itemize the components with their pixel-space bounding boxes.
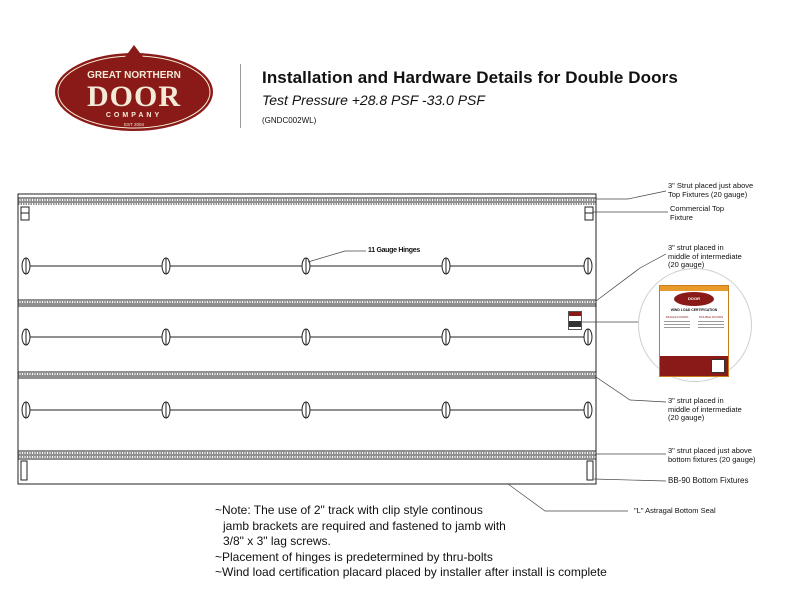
logo-line-1: GREAT NORTHERN: [87, 70, 181, 81]
bottom-fixture-right: [587, 461, 593, 480]
callout-bottom-seal: "L" Astragal Bottom Seal: [634, 506, 716, 515]
note-line: ~Note: The use of 2" track with clip style continous: [215, 503, 483, 517]
note-line: 3/8" x 3" lag screws.: [223, 534, 331, 548]
placard-title: WIND LOAD CERTIFICATION: [670, 308, 718, 312]
callout-hinges: 11 Gauge Hinges: [368, 247, 420, 254]
callout-commercial-top: Commercial Top Fixture: [670, 204, 725, 222]
logo-line-3: COMPANY: [105, 112, 163, 119]
bottom-strut: [18, 451, 596, 459]
placard-detail: [638, 268, 752, 382]
bottom-fixture-left: [21, 461, 27, 480]
leader-mid-strut-2: [596, 377, 666, 402]
callout-top-strut: 3" Strut placed just above Top Fixtures (20 gauge): [668, 181, 754, 199]
leader-hinges: [308, 251, 345, 262]
callout-mid-strut-2: 3" strut placed in middle of intermediate (20 gauge): [668, 396, 742, 423]
installation-notes: [215, 503, 607, 581]
leader-bottom-fixtures: [594, 479, 666, 481]
door-placard-marker: [568, 311, 582, 330]
qr-code-icon: [711, 359, 725, 373]
logo-line-2: DOOR: [87, 80, 181, 113]
placard-col-2: DOUBLE DOORS: [698, 315, 724, 319]
callout-bottom-fixtures: BB-90 Bottom Fixtures: [668, 476, 749, 485]
page-title: Installation and Hardware Details for Double Doors: [262, 68, 678, 87]
document-code: (GNDC002WL): [262, 116, 317, 125]
callout-mid-strut-1: 3" strut placed in middle of intermediate (20 gauge): [668, 243, 742, 270]
wind-load-placard: [659, 285, 729, 377]
note-line: ~Wind load certification placard placed by installer after install is complete: [215, 565, 607, 579]
page-subtitle: Test Pressure +28.8 PSF -33.0 PSF: [262, 92, 485, 108]
logo-line-4: EST 2004: [124, 122, 144, 127]
section-joint-1: [18, 300, 596, 306]
top-strut: [18, 198, 596, 204]
placard-col-1: SINGLE DOORS: [665, 315, 689, 319]
placard-logo: DOOR: [674, 292, 714, 306]
note-line: ~Placement of hinges is predetermined by thru-bolts: [215, 549, 493, 564]
section-joint-2: [18, 372, 596, 378]
leader-top-strut: [596, 191, 666, 199]
note-line: jamb brackets are required and fastened to jamb with: [223, 518, 506, 533]
callout-bottom-strut: 3" strut placed just above bottom fixtures (20 gauge): [668, 446, 756, 464]
